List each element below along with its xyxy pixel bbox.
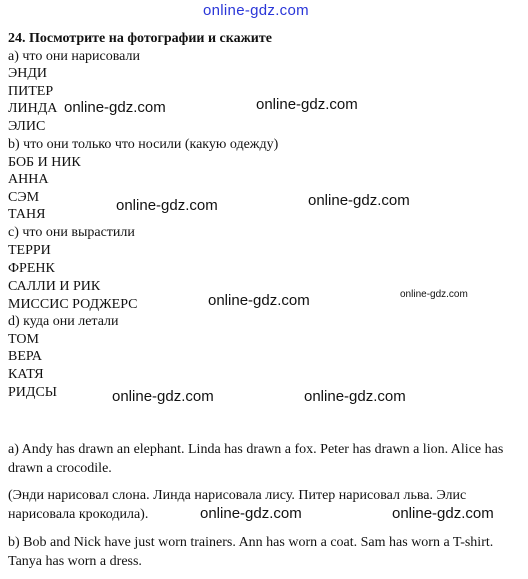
watermark: online-gdz.com <box>400 289 468 300</box>
answer-b-english: b) Bob and Nick have just worn trainers. Ann has worn a coat. Sam has worn a T-shirt. Tanya has worn a dress. <box>8 535 494 569</box>
list-item: СЭМ <box>8 190 40 205</box>
question-c-heading: с) что они вырастили <box>8 225 135 240</box>
list-item: ЛИНДА <box>8 101 58 116</box>
watermark: online-gdz.com <box>112 388 214 405</box>
watermark: online-gdz.com <box>308 192 410 209</box>
list-item: ТАНЯ <box>8 207 46 222</box>
watermark: online-gdz.com <box>64 99 166 116</box>
list-item: ТОМ <box>8 332 39 347</box>
list-item: САЛЛИ И РИК <box>8 279 101 294</box>
list-item: ВЕРА <box>8 349 42 364</box>
list-item: РИДСЫ <box>8 385 57 400</box>
watermark: online-gdz.com <box>200 505 302 522</box>
question-d-heading: d) куда они летали <box>8 314 119 329</box>
question-b-heading: b) что они только что носили (какую одежду) <box>8 137 279 152</box>
list-item: АННА <box>8 172 49 187</box>
list-item: ПИТЕР <box>8 84 54 99</box>
watermark-top: online-gdz.com <box>203 2 309 19</box>
question-a-heading: а) что они нарисовали <box>8 49 140 64</box>
exercise-title: 24. Посмотрите на фотографии и скажите <box>8 31 272 46</box>
watermark: online-gdz.com <box>304 388 406 405</box>
watermark: online-gdz.com <box>116 197 218 214</box>
list-item: ФРЕНК <box>8 261 55 276</box>
list-item: КАТЯ <box>8 367 44 382</box>
answer-a-russian: (Энди нарисовал слона. Линда нарисовала лису. Питер нарисовал льва. Элис нарисовала крокодила). <box>8 488 467 522</box>
answer-a-english: a) Andy has drawn an elephant. Linda has drawn a fox. Peter has drawn a lion. Alice has drawn a crocodile. <box>8 442 504 476</box>
list-item: ТЕРРИ <box>8 243 51 258</box>
watermark: online-gdz.com <box>208 292 310 309</box>
list-item: ЭНДИ <box>8 66 48 81</box>
list-item: ЭЛИС <box>8 119 46 134</box>
watermark: online-gdz.com <box>256 96 358 113</box>
watermark: online-gdz.com <box>392 505 494 522</box>
list-item: МИССИС РОДЖЕРС <box>8 297 138 312</box>
list-item: БОБ И НИК <box>8 155 81 170</box>
